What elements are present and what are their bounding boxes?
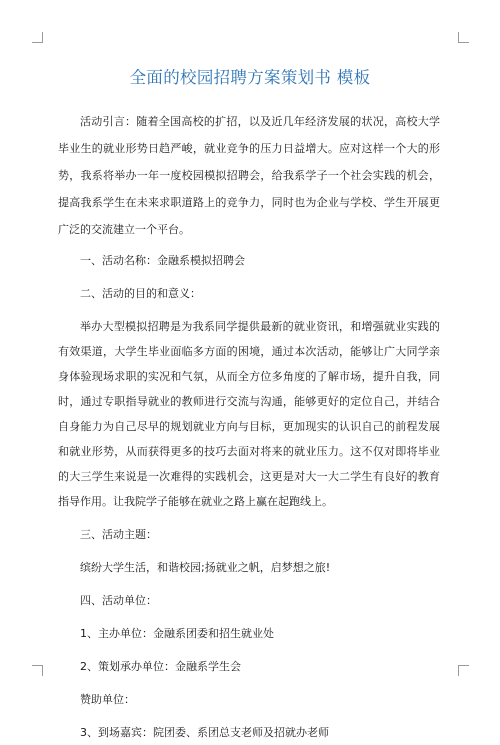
theme-text: 缤纷大学生活，和谐校园;扬就业之帆，启梦想之旅! (80, 561, 331, 574)
guests-item: 3、到场嘉宾：院团委、系团总支老师及招就办老师 (80, 726, 329, 739)
planner-item: 2、策划承办单位：金融系学生会 (80, 660, 241, 673)
corner-mark-bottom-left (32, 665, 43, 676)
corner-mark-top-left (32, 32, 43, 43)
corner-mark-top-right (458, 32, 469, 43)
section-activity-name: 一、活动名称：金融系模拟招聘会 (80, 254, 245, 267)
document-body (58, 108, 440, 745)
section-units-heading: 四、活动单位： (80, 594, 157, 607)
corner-mark-bottom-right (458, 665, 469, 676)
sponsor-item: 赞助单位： (80, 693, 135, 706)
organizer-item: 1、主办单位：金融系团委和招生就业处 (80, 627, 274, 640)
section-purpose-heading: 二、活动的目的和意义： (80, 287, 201, 300)
purpose-paragraph: 举办大型模拟招聘是为我系同学提供最新的就业资讯，和增强就业实践的有效渠道，大学生毕业面临多方面的困境，通过本次活动，能够让广大同学亲身体验现场求职的实况和气氛，从而全方位多角度的了解市场，提升自我，同时，通过专职指导就业的教师进行交流与沟通，能够更好的定位自己，并结合自身能力为自己尽早的规划就业方向与目标，更加现实的认识自己的前程发展和就业形势，从而获得更多的技巧去面对将来的就业压力。这不仅对即将毕业的大三学生来说是一次难得的实践机会，这更是对大一大二学生有良好的教育指导作用。让我院学子能够在就业之路上赢在起跑线上。 (58, 320, 440, 508)
document-title: 全面的校园招聘方案策划书 模板 (129, 68, 371, 87)
intro-paragraph: 活动引言：随着全国高校的扩招，以及近几年经济发展的状况，高校大学毕业生的就业形势日趋严峻，就业竞争的压力日益增大。应对这样一个大的形势，我系将举办一年一度校园模拟招聘会，给我系学子一个社会实践的机会，提高我系学生在未来求职道路上的竞争力，同时也为企业与学校、学生开展更广泛的交流建立一个平台。 (58, 115, 440, 236)
section-theme-heading: 三、活动主题： (80, 528, 157, 541)
